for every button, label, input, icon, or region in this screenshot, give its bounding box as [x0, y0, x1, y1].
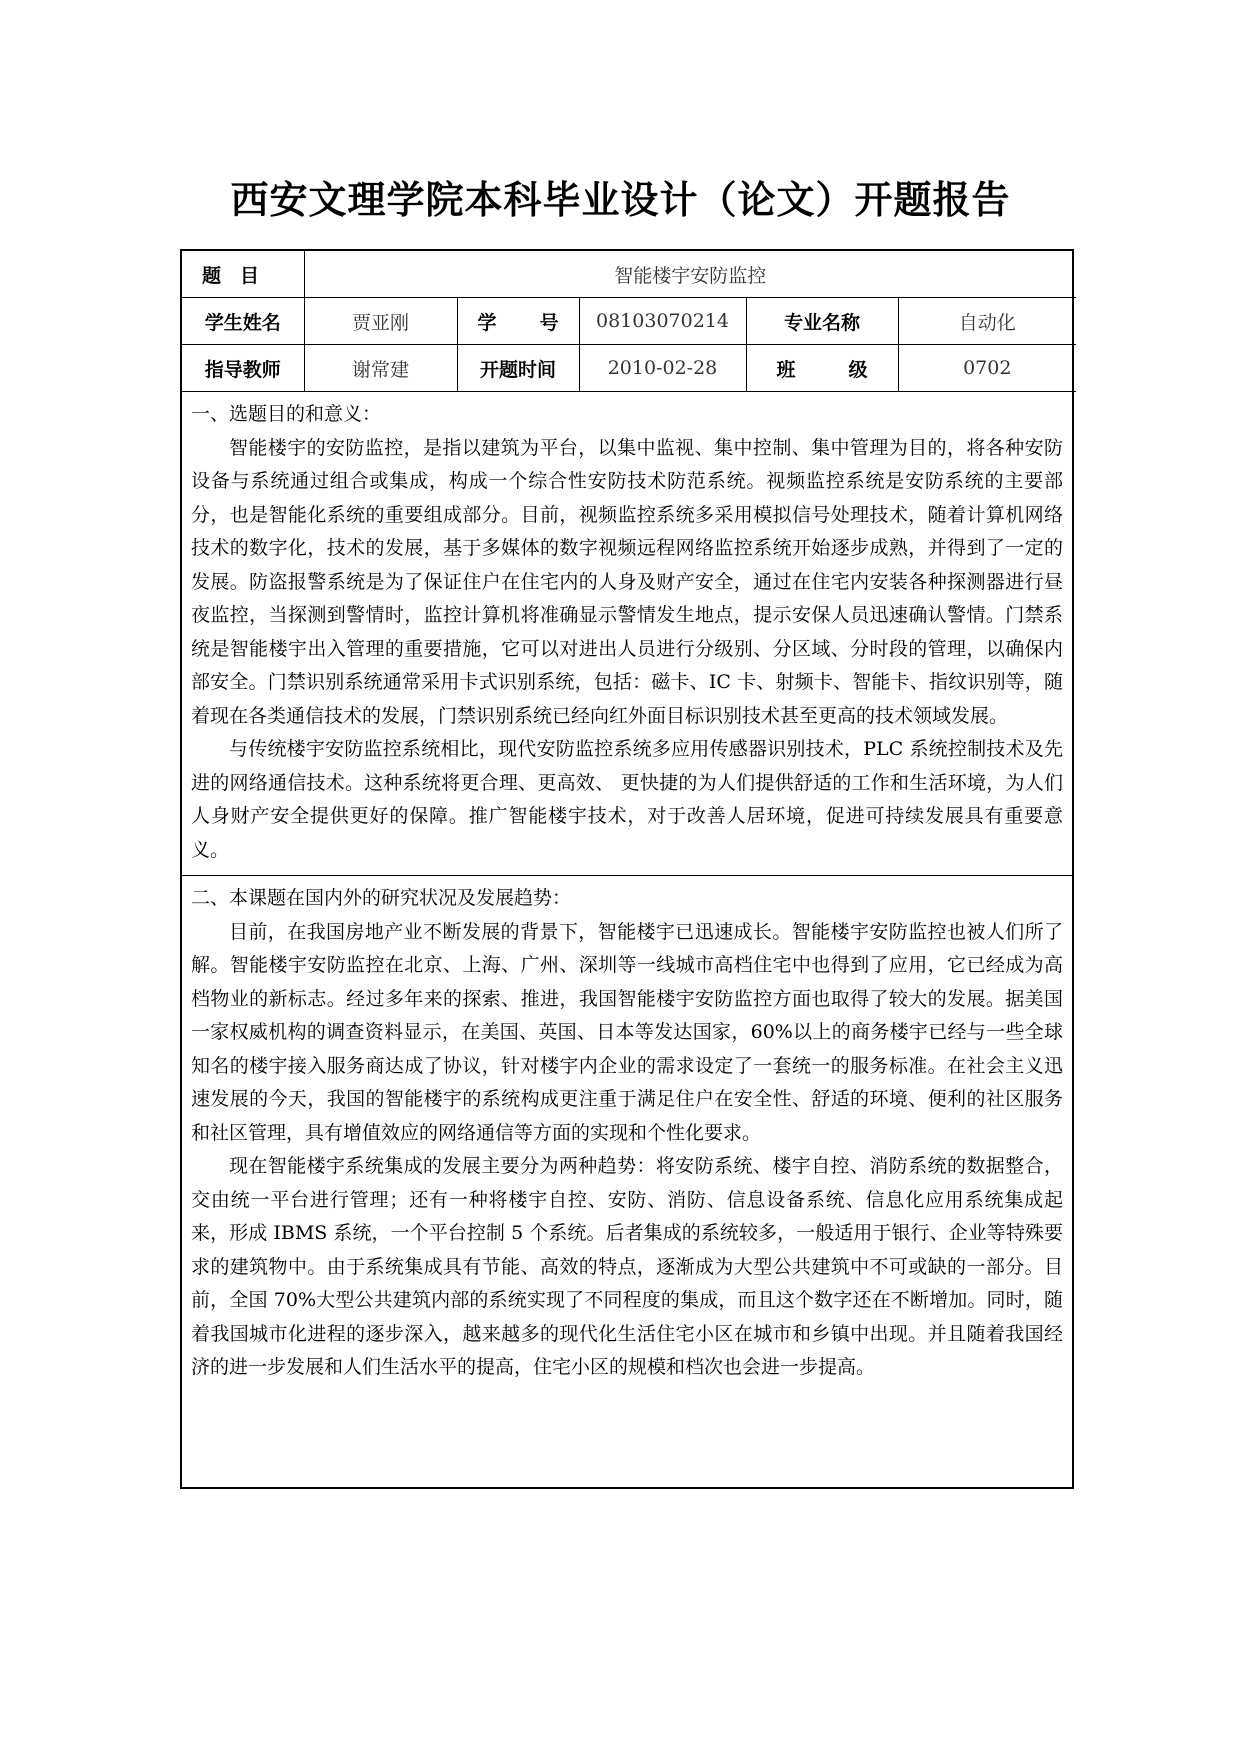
- class-value: 0702: [898, 345, 1076, 392]
- topic-label-text: 题 目: [202, 264, 260, 287]
- class-label-char-1: 班: [776, 358, 796, 381]
- class-label: [746, 345, 898, 392]
- info-table: [182, 251, 1076, 392]
- student-name-value: 贾亚刚: [304, 298, 457, 345]
- major-value: 自动化: [898, 298, 1076, 345]
- section-research-paragraph: 目前，在我国房地产业不断发展的背景下，智能楼宇已迅速成长。智能楼宇安防监控也被人们所了解。智能楼宇安防监控在北京、上海、广州、深圳等一线城市高档住宅中也得到了应用，它已经成为高档物业的新标志。经过多年来的探索、推进，我国智能楼宇安防监控方面也取得了较大的发展。据美国一家权威机构的调查资料显示，在美国、英国、日本等发达国家，60%以上的商务楼宇已经与一些全球知名的楼宇接入服务商达成了协议，针对楼宇内企业的需求设定了一套统一的服务标准。在社会主义迅速发展的今天，我国的智能楼宇的系统构成更注重于满足住户在安全性、舒适的环境、便利的社区服务和社区管理，具有增值效应的网络通信等方面的实现和个性化要求。: [191, 920, 1063, 1144]
- student-id-value: 08103070214: [579, 298, 746, 345]
- advisor-value: 谢常建: [304, 345, 457, 392]
- document-title: 西安文理学院本科毕业设计（论文）开题报告: [230, 178, 1011, 222]
- student-row: [182, 298, 1076, 345]
- section-purpose: [182, 392, 1072, 875]
- section-research-status: [182, 875, 1072, 1487]
- proposal-form: [180, 249, 1074, 1489]
- start-time-label: 开题时间: [457, 345, 579, 392]
- student-id-label: [457, 298, 579, 345]
- section-purpose-heading: 一、选题目的和意义：: [191, 403, 382, 425]
- topic-label: [182, 251, 304, 298]
- topic-value: 智能楼宇安防监控: [304, 251, 1076, 298]
- class-label-char-2: 级: [848, 358, 868, 381]
- start-time-value: 2010-02-28: [579, 345, 746, 392]
- section-purpose-paragraph: 智能楼宇的安防监控，是指以建筑为平台，以集中监视、集中控制、集中管理为目的，将各种安防设备与系统通过组合或集成，构成一个综合性安防技术防范系统。视频监控系统是安防系统的主要部分，也是智能化系统的重要组成部分。目前，视频监控系统多采用模拟信号处理技术，随着计算机网络技术的数字化，技术的发展，基于多媒体的数字视频远程网络监控系统开始逐步成熟，并得到了一定的发展。防盗报警系统是为了保证住户在住宅内的人身及财产安全，通过在住宅内安装各种探测器进行昼夜监控，当探测到警情时，监控计算机将准确显示警情发生地点，提示安保人员迅速确认警情。门禁系统是智能楼宇出入管理的重要措施，它可以对进出人员进行分级别、分区域、分时段的管理，以确保内部安全。门禁识别系统通常采用卡式识别系统，包括：磁卡、IC 卡、射频卡、智能卡、指纹识别等，随着现在各类通信技术的发展，门禁识别系统已经向红外面目标识别技术甚至更高的技术领域发展。: [191, 436, 1063, 727]
- section-research-heading: 二、本课题在国内外的研究状况及发展趋势：: [191, 887, 572, 909]
- advisor-row: [182, 345, 1076, 392]
- student-name-label: 学生姓名: [182, 298, 304, 345]
- advisor-label: 指导教师: [182, 345, 304, 392]
- student-id-label-char-2: 号: [539, 311, 559, 334]
- section-purpose-paragraph: 与传统楼宇安防监控系统相比，现代安防监控系统多应用传感器识别技术，PLC 系统控制技术及先进的网络通信技术。这种系统将更合理、更高效、 更快捷的为人们提供舒适的工作和生活环境，为人们人身财产安全提供更好的保障。推广智能楼宇技术，对于改善人居环境，促进可持续发展具有重要意义。: [191, 738, 1063, 861]
- section-research-paragraph: 现在智能楼宇系统集成的发展主要分为两种趋势：将安防系统、楼宇自控、消防系统的数据整合，交由统一平台进行管理；还有一种将楼宇自控、安防、消防、信息设备系统、信息化应用系统集成起来，形成 IBMS 系统，一个平台控制 5 个系统。后者集成的系统较多，一般适用于银行、企业等特殊要求的建筑物中。由于系统集成具有节能、高效的特点，逐渐成为大型公共建筑中不可或缺的一部分。目前，全国 70%大型公共建筑内部的系统实现了不同程度的集成，而且这个数字还在不断增加。同时，随着我国城市化进程的逐步深入，越来越多的现代化生活住宅小区在城市和乡镇中出现。并且随着我国经济的进一步发展和人们生活水平的提高，住宅小区的规模和档次也会进一步提高。: [191, 1155, 1063, 1378]
- student-id-label-char-1: 学: [477, 311, 497, 334]
- major-label: 专业名称: [746, 298, 898, 345]
- topic-row: [182, 251, 1076, 298]
